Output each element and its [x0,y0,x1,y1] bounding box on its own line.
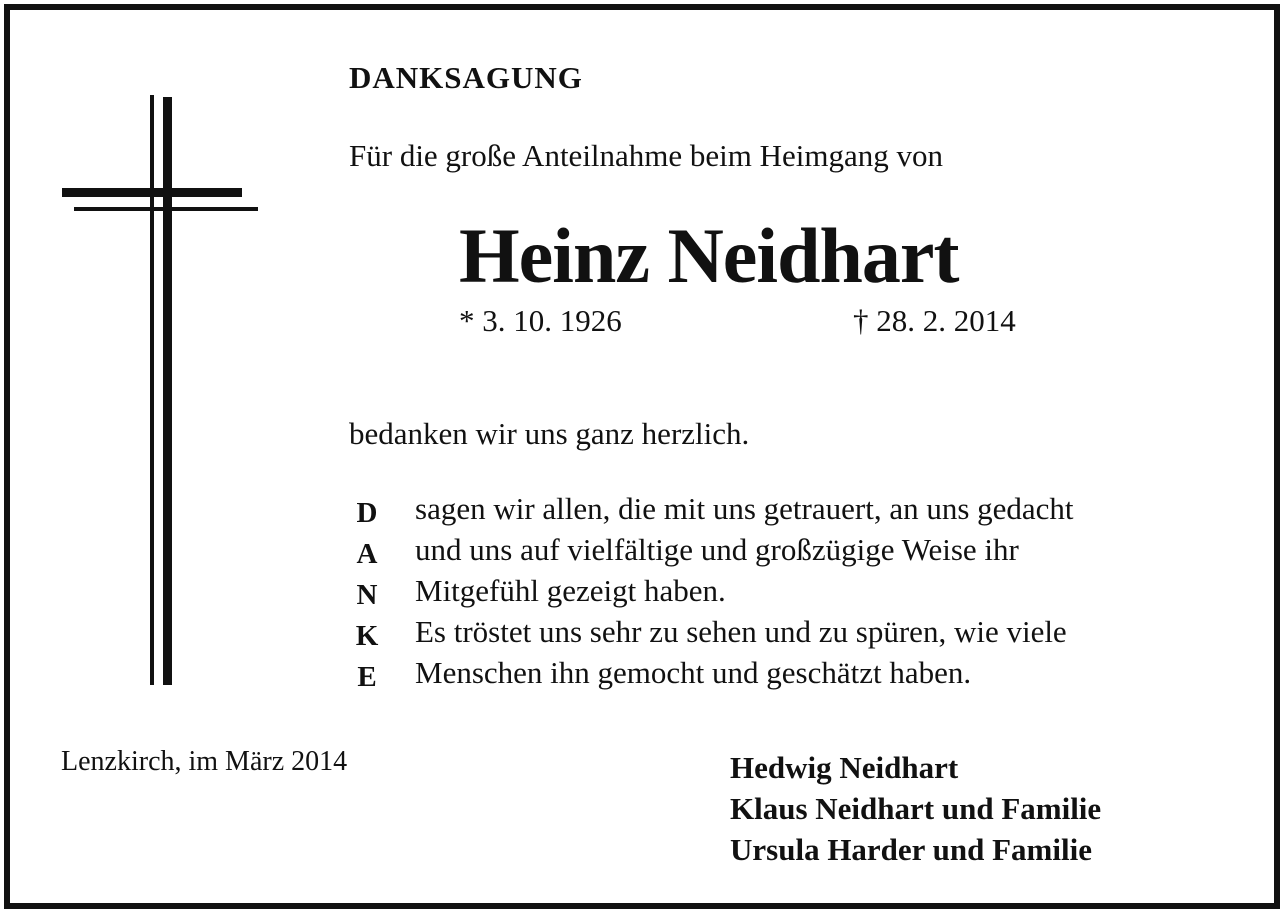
cross-horizontal-thick [62,188,242,197]
birth-date: * 3. 10. 1926 [459,303,622,338]
danke-letter: K [355,620,379,652]
signer: Hedwig Neidhart [730,750,959,785]
signer: Ursula Harder und Familie [730,832,1092,867]
intro-text: Für die große Anteilnahme beim Heimgang von [349,138,944,173]
death-date: † 28. 2. 2014 [853,303,1016,338]
signer: Klaus Neidhart und Familie [730,791,1102,826]
danke-line: Es tröstet uns sehr zu sehen und zu spüren, wie viele [415,614,1067,649]
danke-line: Menschen ihn gemocht und geschätzt haben. [415,655,972,690]
cross-vertical-thin [150,95,154,685]
cross-horizontal-thin [74,207,258,211]
danke-line: Mitgefühl gezeigt haben. [415,573,726,608]
danke-acrostic [352,493,382,698]
danke-line: und uns auf vielfältige und großzügige Weise ihr [415,532,1019,567]
place-date: Lenzkirch, im März 2014 [61,746,348,777]
danke-letter: E [357,661,377,693]
signers-list [730,747,1101,870]
deceased-name: Heinz Neidhart [459,212,959,299]
cross-vertical-thick [163,97,172,685]
danke-letter: A [356,538,378,570]
danke-letter: D [356,497,378,529]
danke-paragraph [415,488,1074,693]
thanks-text: bedanken wir uns ganz herzlich. [349,416,750,451]
notice-heading: DANKSAGUNG [349,60,583,95]
danke-line: sagen wir allen, die mit uns getrauert, an uns gedacht [415,491,1074,526]
danke-letter: N [356,579,378,611]
